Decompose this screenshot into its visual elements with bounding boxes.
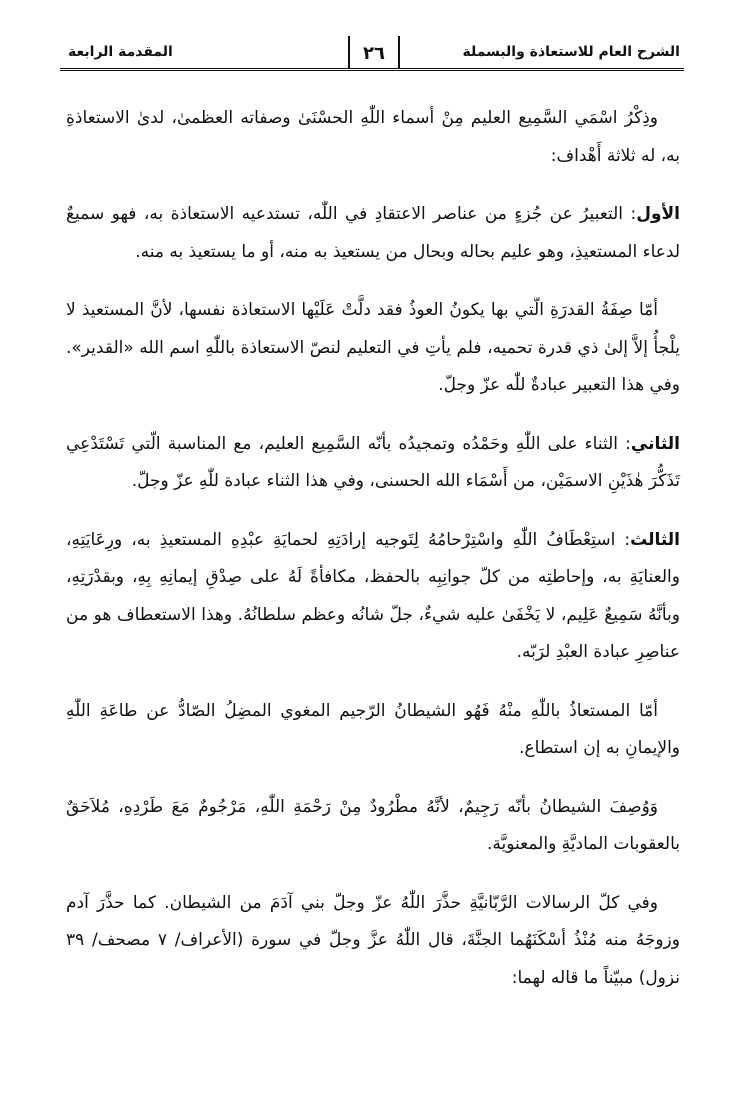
paragraph-text: أمّا صِفَةُ القدرَةِ الّتي بها يكونُ العوذُ فقد دلَّتْ عَلَيْها الاستعاذة نفسها، لأنَّ المستعيذ لا يلْجأُ إلاَّ إلىٰ ذي قدرة تحميه، فلم يأتِ في التعليم لنصّ الاستعاذة باللّٰهِ اسم الله «القدير». وفي هذا التعبير عبادةٌ للّٰه عزّ وجلّ. xyxy=(66,300,680,395)
paragraph-first-goal xyxy=(66,196,680,271)
paragraph-gap xyxy=(66,271,680,292)
paragraph-gap xyxy=(66,501,680,522)
page-body xyxy=(66,100,680,997)
paragraph-text: : التعبيرُ عن جُزءٍ من عناصر الاعتقادِ في اللّٰه، تستدعيه الاستعاذة به، فهو سميعٌ لدعاء المستعيذِ، وهو عليم بحاله وبحال من يستعيذ به منه، أو ما يستعيذ به منه. xyxy=(66,204,680,262)
paragraph-text: : استِعْطَافُ اللّٰهِ واسْتِرْحامُهُ لِتَوجيه إرادَتِهِ لحمايَةِ عبْدِهِ المستعيذِ به، ورِعَايَتِهِ، والعنايَةِ به، وإحاطتِه من كلّ جوانِبِه بالحفظ، مكافأةً لَهُ على صِدْقِ إيمانِهِ بِهِ، وبقدْرَتِهِ، وبأنَّهُ سَمِيعٌ عَلِيم، لا يَخْفَىٰ عليه شيءٌ، جلّ شانُه وعظم سلطانُهُ. وهذا الاستعطاف هو من عناصِرِ عبادة العبْدِ لرَبّه. xyxy=(66,529,680,662)
paragraph-gap xyxy=(66,672,680,693)
header-divider xyxy=(60,68,684,71)
paragraph-third-goal xyxy=(66,522,680,672)
running-head-book-title: الشرح العام للاستعاذة والبسملة xyxy=(462,44,680,60)
running-head-section-title: المقدمة الرابعة xyxy=(68,44,173,60)
paragraph-intro xyxy=(66,100,680,175)
paragraph-accursed-description xyxy=(66,789,680,864)
paragraph-text: وَوُصِفَ الشيطانُ بأنّه رَجِيمٌ، لأنَّهُ مطْرُودٌ مِنْ رَحْمَةِ اللّٰهِ، مَرْجُومٌ مَعَ طَرْدِهِ، مُلاَحَقٌ بالعقوبات الماديَّةِ والمعنويَّة. xyxy=(66,796,680,854)
paragraph-gap xyxy=(66,768,680,789)
paragraph-the-one-sought-refuge-from xyxy=(66,693,680,768)
paragraph-divine-messages xyxy=(66,885,680,998)
paragraph-text: أمّا المستعاذُ باللّٰهِ منْهُ فَهُو الشيطانُ الرّجيم المغوي المضِلُ الصّادُّ عن طاعَةِ اللّٰهِ والإيمانِ به إن استطاع. xyxy=(66,700,680,758)
paragraph-text: : الثناء على اللّٰهِ وحَمْدُه وتمجيدُه بأنّه السَّمِيع العليم، مع المناسبة الّتي تَسْتَدْعِي تَذَكُّرَ هٰذَيْنِ الاسمَيْن، من أَسْمَاء الله الحسنى، وفي هذا الثناء عبادة للّٰهِ عزّ وجلّ. xyxy=(66,433,680,491)
paragraph-lead: الثالث xyxy=(630,529,680,550)
paragraph-gap xyxy=(66,175,680,196)
page-header xyxy=(64,24,680,70)
page-number: ٢٦ xyxy=(348,36,400,68)
paragraph-second-goal xyxy=(66,426,680,501)
paragraph-lead: الأول xyxy=(636,204,680,224)
paragraph-text: وفي كلّ الرسالات الرَّبّانيَّةِ حذَّرَ اللّٰهُ عزّ وجلّ بني آدَمَ من الشيطان. كما حذَّرَ آدم وزوجَهُ منه مُنْذُ أسْكَنَهُما الجنَّةَ، قال اللّٰهُ عزَّ وجلّ في سورة (الأعراف/ ٧ مصحف/ ٣٩ نزول) مبيّناً ما قاله لهما: xyxy=(66,892,680,988)
paragraph-text: وذِكْرُ اسْمَي السَّمِيع العليم مِنْ أسماء اللّٰهِ الحسْنَىٰ وصفاته العظمىٰ، لدىٰ الاستعاذةِ به، له ثلاثة أَهْداف: xyxy=(66,108,680,166)
paragraph-gap xyxy=(66,864,680,885)
paragraph-lead: الثاني xyxy=(630,433,680,454)
paragraph-gap xyxy=(66,405,680,426)
paragraph-power-attribute xyxy=(66,292,680,405)
